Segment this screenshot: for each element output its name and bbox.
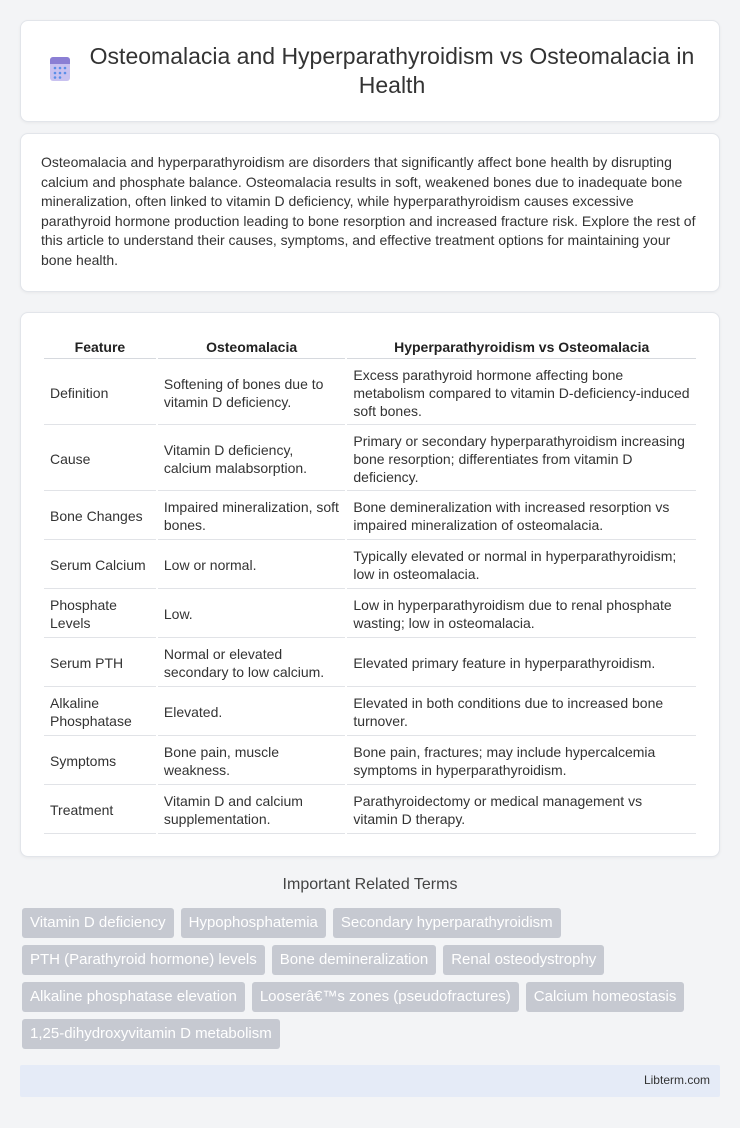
table-cell-comparison: Typically elevated or normal in hyperparathyroidism; low in osteomalacia. bbox=[347, 542, 696, 589]
table-cell-osteomalacia: Impaired mineralization, soft bones. bbox=[158, 493, 346, 540]
table-cell-feature: Alkaline Phosphatase bbox=[44, 689, 156, 736]
table-row bbox=[44, 738, 696, 785]
term-tag[interactable]: 1,25-dihydroxyvitamin D metabolism bbox=[22, 1019, 280, 1049]
table-row bbox=[44, 542, 696, 589]
column-header-feature: Feature bbox=[44, 335, 156, 359]
related-terms-title: Important Related Terms bbox=[282, 876, 458, 893]
table-cell-comparison: Elevated primary feature in hyperparathyroidism. bbox=[347, 640, 696, 687]
page-title: Osteomalacia and Hyperparathyroidism vs Osteomalacia in Health bbox=[89, 43, 695, 98]
related-terms-list bbox=[22, 908, 722, 1049]
table-cell-osteomalacia: Bone pain, muscle weakness. bbox=[158, 738, 346, 785]
table-cell-comparison: Excess parathyroid hormone affecting bone metabolism compared to vitamin D-deficiency-induced soft bones. bbox=[347, 361, 696, 425]
term-tag[interactable]: PTH (Parathyroid hormone) levels bbox=[22, 945, 265, 975]
column-header-comparison: Hyperparathyroidism vs Osteomalacia bbox=[347, 335, 696, 359]
table-cell-feature: Cause bbox=[44, 427, 156, 491]
header-card bbox=[20, 20, 720, 122]
comparison-table-card bbox=[20, 312, 720, 857]
table-cell-comparison: Bone pain, fractures; may include hypercalcemia symptoms in hyperparathyroidism. bbox=[347, 738, 696, 785]
table-cell-osteomalacia: Vitamin D deficiency, calcium malabsorption. bbox=[158, 427, 346, 491]
table-cell-feature: Bone Changes bbox=[44, 493, 156, 540]
table-cell-osteomalacia: Softening of bones due to vitamin D deficiency. bbox=[158, 361, 346, 425]
table-cell-comparison: Primary or secondary hyperparathyroidism increasing bone resorption; differentiates from vitamin D deficiency. bbox=[347, 427, 696, 491]
intro-card bbox=[20, 133, 720, 292]
term-tag[interactable]: Secondary hyperparathyroidism bbox=[333, 908, 561, 938]
footer bbox=[20, 1065, 720, 1097]
term-tag[interactable]: Looserâ€™s zones (pseudofractures) bbox=[252, 982, 519, 1012]
table-cell-osteomalacia: Elevated. bbox=[158, 689, 346, 736]
intro-paragraph: Osteomalacia and hyperparathyroidism are disorders that significantly affect bone health by disrupting calcium and phosphate balance. Osteomalacia results in soft, weakened bones due to inadequate bone mineralization, often linked to vitamin D deficiency, while hyperparathyroidism causes excessive parathyroid hormone production leading to bone resorption and increased fracture risk. Explore the rest of this article to understand their causes, symptoms, and effective treatment options for maintaining your bone health. bbox=[41, 154, 696, 268]
term-tag[interactable]: Calcium homeostasis bbox=[526, 982, 685, 1012]
table-cell-feature: Phosphate Levels bbox=[44, 591, 156, 638]
term-tag[interactable]: Alkaline phosphatase elevation bbox=[22, 982, 245, 1012]
table-row bbox=[44, 427, 696, 491]
table-cell-feature: Symptoms bbox=[44, 738, 156, 785]
table-cell-osteomalacia: Low or normal. bbox=[158, 542, 346, 589]
table-cell-comparison: Parathyroidectomy or medical management vs vitamin D therapy. bbox=[347, 787, 696, 834]
document-icon bbox=[47, 55, 73, 83]
table-cell-feature: Serum Calcium bbox=[44, 542, 156, 589]
table-cell-osteomalacia: Vitamin D and calcium supplementation. bbox=[158, 787, 346, 834]
table-row bbox=[44, 591, 696, 638]
footer-site-link[interactable]: Libterm.com bbox=[643, 1073, 710, 1087]
table-cell-feature: Definition bbox=[44, 361, 156, 425]
table-row bbox=[44, 689, 696, 736]
table-cell-feature: Treatment bbox=[44, 787, 156, 834]
column-header-osteomalacia: Osteomalacia bbox=[158, 335, 346, 359]
table-cell-osteomalacia: Low. bbox=[158, 591, 346, 638]
term-tag[interactable]: Vitamin D deficiency bbox=[22, 908, 174, 938]
table-cell-feature: Serum PTH bbox=[44, 640, 156, 687]
term-tag[interactable]: Bone demineralization bbox=[272, 945, 436, 975]
comparison-table bbox=[42, 333, 698, 836]
table-header-row bbox=[44, 335, 696, 359]
table-cell-comparison: Bone demineralization with increased resorption vs impaired mineralization of osteomalacia. bbox=[347, 493, 696, 540]
table-row bbox=[44, 493, 696, 540]
term-tag[interactable]: Hypophosphatemia bbox=[181, 908, 326, 938]
table-row bbox=[44, 640, 696, 687]
table-cell-comparison: Low in hyperparathyroidism due to renal phosphate wasting; low in osteomalacia. bbox=[347, 591, 696, 638]
table-cell-osteomalacia: Normal or elevated secondary to low calcium. bbox=[158, 640, 346, 687]
table-cell-comparison: Elevated in both conditions due to increased bone turnover. bbox=[347, 689, 696, 736]
term-tag[interactable]: Renal osteodystrophy bbox=[443, 945, 604, 975]
table-row bbox=[44, 361, 696, 425]
table-row bbox=[44, 787, 696, 834]
